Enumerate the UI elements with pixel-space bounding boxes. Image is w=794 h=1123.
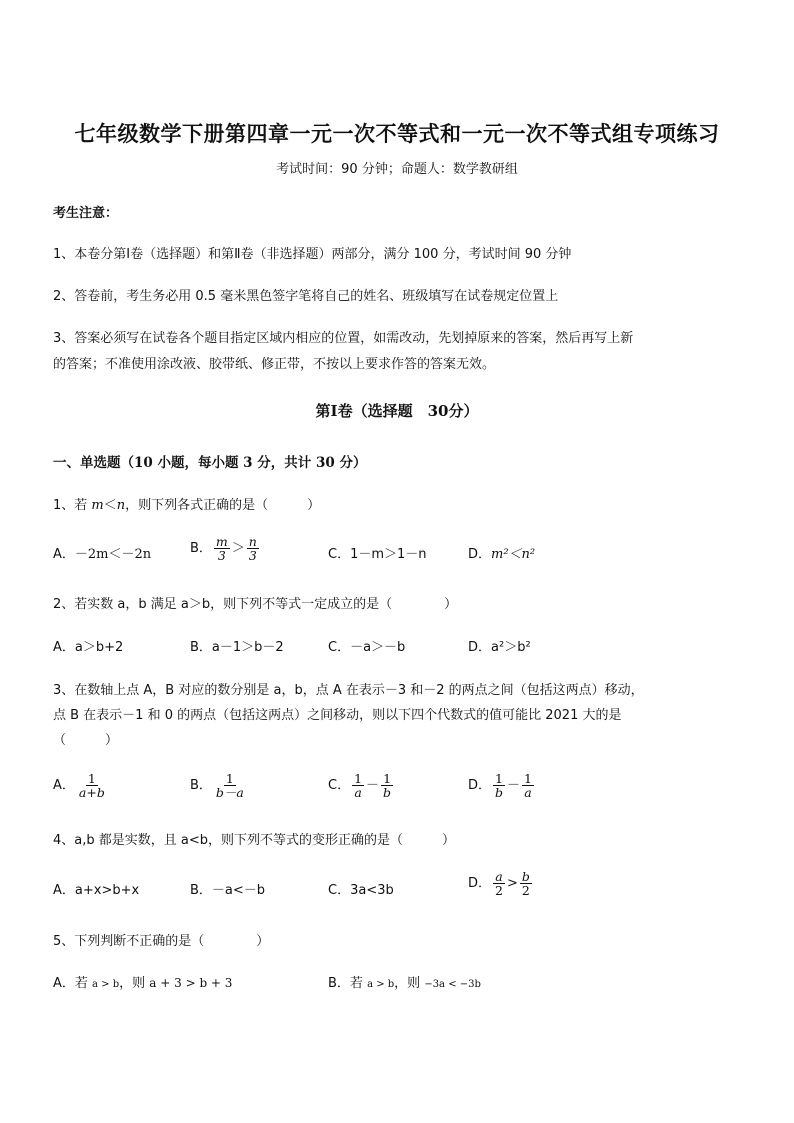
question-3-line-1: 3、在数轴上点 A，B 对应的数分别是 a，b，点 A 在表示－3 和－2 的两点之间（包括这两点）移动， xyxy=(53,683,644,698)
q1-option-a[interactable] xyxy=(53,543,151,562)
q1-c-text: 1－m＞1－n xyxy=(350,547,427,562)
q4-d-frac-1 xyxy=(493,870,505,897)
question-1-stem xyxy=(53,494,320,513)
q3-c-den-1: a xyxy=(354,785,362,801)
q5-b-result: −3a < −3b xyxy=(424,979,481,990)
q4-option-d[interactable] xyxy=(468,870,534,897)
q1-var-n: n xyxy=(116,498,126,513)
q5-a-condition: a > b xyxy=(92,979,120,990)
q3-b-den: b－a xyxy=(215,785,244,801)
q3-b-label: B． xyxy=(190,778,212,794)
question-3-line-2: 点 B 在表示－1 和 0 的两点（包括这两点）之间移动，则以下四个代数式的值可能比 2021 大的是 xyxy=(53,708,622,723)
q3-d-minus: － xyxy=(507,778,521,794)
notice-item-3: 3、答案必须写在试卷各个题目指定区域内相应的位置，如需改动，先划掉原来的答案，然后再写上新 xyxy=(53,331,634,346)
q1-b-num-1: m xyxy=(215,534,228,549)
q5-b-label: B．若 xyxy=(328,976,368,991)
exam-info: 考试时间：90 分钟；命题人：数学教研组 xyxy=(276,162,518,177)
question-2-stem: 2、若实数 a，b 满足 a＞b，则下列不等式一定成立的是（ ） xyxy=(53,597,458,612)
q4-option-a[interactable]: A．a+x>b+x xyxy=(53,883,140,898)
q1-option-d[interactable] xyxy=(468,543,535,562)
q3-b-frac xyxy=(214,772,246,799)
q5-b-condition: a > b xyxy=(367,979,395,990)
q4-d-den-2: 2 xyxy=(521,883,530,899)
q1-c-label: C． xyxy=(328,547,351,562)
q3-option-a[interactable] xyxy=(53,772,109,799)
q3-c-minus: － xyxy=(366,778,380,794)
q3-a-den: a+b xyxy=(78,785,105,801)
q3-c-num-2: 1 xyxy=(383,771,392,786)
notice-item-3-continued: 的答案；不准使用涂改液、胶带纸、修正带，不按以上要求作答的答案无效。 xyxy=(53,357,496,372)
q3-d-den-2: a xyxy=(524,785,532,801)
q5-a-result: a + 3 > b + 3 xyxy=(149,976,233,990)
q5-option-a[interactable] xyxy=(53,972,232,991)
q1-option-b[interactable] xyxy=(190,535,261,562)
q1-b-den-2: 3 xyxy=(248,548,257,564)
q3-d-frac-2 xyxy=(522,772,534,799)
q4-d-num-1: a xyxy=(495,869,503,884)
q3-a-num: 1 xyxy=(87,771,96,786)
q3-c-num-1: 1 xyxy=(354,771,363,786)
q4-option-b[interactable]: B．－a<－b xyxy=(190,883,266,898)
q2-option-b[interactable]: B．a－1＞b－2 xyxy=(190,640,284,655)
part-heading: 一、单选题（10 小题，每小题 3 分，共计 30 分） xyxy=(53,455,367,471)
q4-d-rel: > xyxy=(506,876,518,892)
q1-b-frac-2 xyxy=(247,535,259,562)
q4-d-num-2: b xyxy=(521,869,530,884)
q4-d-den-1: 2 xyxy=(495,883,503,899)
q3-c-label: C． xyxy=(328,778,351,794)
q3-d-num-1: 1 xyxy=(495,771,503,786)
notice-heading: 考生注意： xyxy=(53,206,119,221)
q4-d-frac-2 xyxy=(520,870,532,897)
q3-d-den-1: b xyxy=(495,785,504,801)
notice-item-1: 1、本卷分第Ⅰ卷（选择题）和第Ⅱ卷（非选择题）两部分，满分 100 分，考试时间 90 分钟 xyxy=(53,247,572,262)
section-title: 第Ⅰ卷（选择题 30分） xyxy=(315,402,479,420)
q3-option-c[interactable] xyxy=(328,772,395,799)
q1-b-den-1: 3 xyxy=(217,548,226,564)
q3-c-frac-2 xyxy=(381,772,393,799)
q1-b-label: B． xyxy=(190,541,212,557)
q1-option-c[interactable] xyxy=(328,543,427,562)
q2-option-c[interactable]: C．－a＞－b xyxy=(328,640,406,655)
page-title: 七年级数学下册第四章一元一次不等式和一元一次不等式组专项练习 xyxy=(74,121,720,146)
notice-item-2: 2、答卷前，考生务必用 0.5 毫米黑色签字笔将自己的姓名、班级填写在试卷规定位置上 xyxy=(53,289,559,304)
q1-stem-end: ，则下列各式正确的是（ ） xyxy=(125,498,321,513)
q3-b-num: 1 xyxy=(225,771,234,786)
q1-b-num-2: n xyxy=(248,534,257,549)
q5-a-label: A．若 xyxy=(53,976,93,991)
q1-b-frac-1 xyxy=(214,535,230,562)
q1-stem-start: 1、若 xyxy=(53,498,92,513)
q1-a-label: A． xyxy=(53,547,75,562)
q3-d-frac-1 xyxy=(493,772,505,799)
q2-option-a[interactable]: A．a＞b+2 xyxy=(53,640,124,655)
q1-lt: ＜ xyxy=(103,498,117,513)
q4-option-c[interactable]: C．3a<3b xyxy=(328,883,394,898)
q2-option-d[interactable]: D．a²＞b² xyxy=(468,640,531,655)
q1-var-m: m xyxy=(91,498,104,513)
q3-a-frac xyxy=(77,772,107,799)
q3-d-num-2: 1 xyxy=(524,771,532,786)
q3-a-label: A． xyxy=(53,778,75,794)
q3-c-den-2: b xyxy=(383,785,392,801)
q3-d-label: D． xyxy=(468,778,492,794)
q1-a-text: －2m＜－2n xyxy=(74,547,152,562)
q1-b-rel: ＞ xyxy=(231,541,245,557)
q5-option-b[interactable] xyxy=(328,972,481,991)
question-3-line-3: （ ） xyxy=(53,733,119,748)
q1-d-text: m²＜n² xyxy=(491,547,536,562)
q3-option-b[interactable] xyxy=(190,772,248,799)
q5-b-then: ，则 xyxy=(394,976,425,991)
question-5-stem: 5、下列判断不正确的是（ ） xyxy=(53,934,270,949)
q1-d-label: D． xyxy=(468,547,492,562)
q5-a-then: ，则 xyxy=(119,976,150,991)
question-4-stem: 4、a,b 都是实数，且 a<b，则下列不等式的变形正确的是（ ） xyxy=(53,833,455,848)
q3-c-frac-1 xyxy=(352,772,364,799)
q3-option-d[interactable] xyxy=(468,772,536,799)
q4-d-label: D． xyxy=(468,876,492,892)
